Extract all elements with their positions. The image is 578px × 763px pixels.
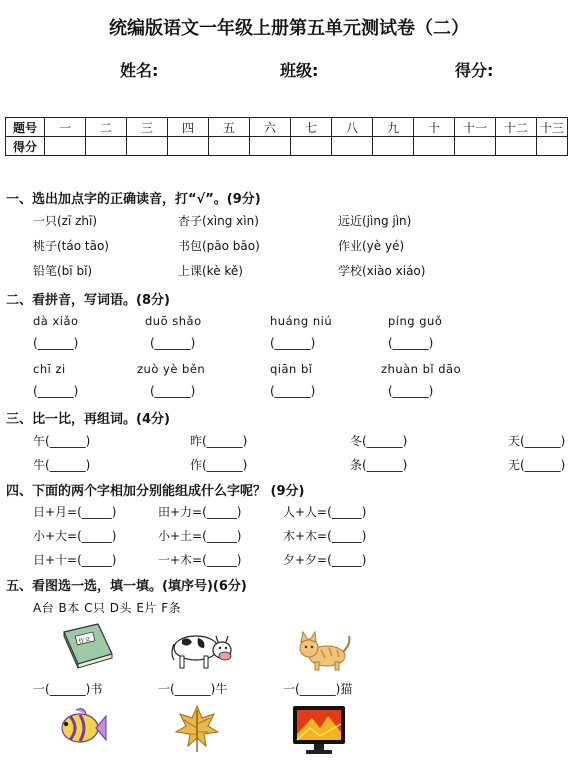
col-header: 十二 <box>496 118 537 137</box>
col-header: 八 <box>332 118 373 137</box>
leaf-icon <box>174 704 220 754</box>
col-header: 四 <box>168 118 209 137</box>
s4-item[interactable]: 夕+夕=(_____) <box>283 553 367 567</box>
answer-blank[interactable]: (______) <box>33 384 79 398</box>
answer-blank[interactable]: (______) <box>270 336 316 350</box>
score-cell[interactable] <box>414 137 455 156</box>
s1-item: 铅笔(bī bǐ) <box>33 264 93 278</box>
pinyin-text: duō shǎo <box>145 314 202 328</box>
s1-item: 一只(zī zhī) <box>33 214 98 228</box>
table-row <box>6 118 568 137</box>
s1-item: 作业(yè yé) <box>338 239 405 253</box>
name-label: 姓名: <box>120 61 159 80</box>
score-cell[interactable] <box>332 137 373 156</box>
score-label: 得分: <box>455 61 494 80</box>
score-cell[interactable] <box>250 137 291 156</box>
s3-item[interactable]: 条(______) <box>350 458 408 472</box>
book-icon <box>58 620 116 670</box>
section-2-heading: 二、看拼音，写词语。(8分) <box>6 293 170 308</box>
pinyin-text: dà xiǎo <box>33 314 79 328</box>
s4-item[interactable]: 木+木=(_____) <box>283 529 367 543</box>
pinyin-text: chī zi <box>33 362 66 376</box>
s4-item[interactable]: 人+人=(_____) <box>283 505 367 519</box>
col-header: 十一 <box>455 118 496 137</box>
s3-item[interactable]: 无(______) <box>508 458 566 472</box>
score-table <box>5 117 568 156</box>
answer-blank[interactable]: (______) <box>270 384 316 398</box>
class-label: 班级: <box>280 61 319 80</box>
s4-item[interactable]: 田+力=(_____) <box>158 505 242 519</box>
col-header: 十三 <box>537 118 568 137</box>
score-cell[interactable] <box>537 137 568 156</box>
col-header: 七 <box>291 118 332 137</box>
answer-blank[interactable]: (______) <box>388 336 434 350</box>
col-header: 一 <box>45 118 86 137</box>
pinyin-text: zhuàn bǐ dāo <box>381 362 462 376</box>
col-header: 十 <box>414 118 455 137</box>
score-cell[interactable] <box>168 137 209 156</box>
row-label-question-number: 题号 <box>6 118 45 137</box>
score-cell[interactable] <box>86 137 127 156</box>
col-header: 二 <box>86 118 127 137</box>
pinyin-text: qiān bǐ <box>270 362 313 376</box>
s3-item[interactable]: 午(______) <box>33 434 91 448</box>
s1-item: 上课(kè kě) <box>178 264 243 278</box>
fish-icon <box>56 706 108 750</box>
score-cell[interactable] <box>496 137 537 156</box>
s3-item[interactable]: 冬(______) <box>350 434 408 448</box>
s4-item[interactable]: 日+十=(_____) <box>33 553 117 567</box>
pinyin-text: huáng niú <box>270 314 333 328</box>
fill-cow[interactable]: 一(______)牛 <box>158 682 228 696</box>
fill-book[interactable]: 一(______)书 <box>33 682 103 696</box>
col-header: 九 <box>373 118 414 137</box>
s3-item[interactable]: 牛(______) <box>33 458 91 472</box>
s1-item: 书包(pāo bāo) <box>178 239 260 253</box>
fill-cat[interactable]: 一(______)猫 <box>283 682 353 696</box>
s4-item[interactable]: 小+土=(_____) <box>158 529 242 543</box>
section-3-heading: 三、比一比，再组词。(4分) <box>6 412 170 427</box>
section-5-heading: 五、看图选一选，填一填。(填序号)(6分) <box>6 579 247 594</box>
s3-item[interactable]: 作(______) <box>190 458 248 472</box>
answer-blank[interactable]: (______) <box>388 384 434 398</box>
book-cover-text: 作文 <box>77 635 92 646</box>
row-label-score: 得分 <box>6 137 45 156</box>
score-cell[interactable] <box>209 137 250 156</box>
pinyin-text: píng guǒ <box>388 314 443 328</box>
options-line: A台 B本 C只 D头 E片 F条 <box>33 601 182 615</box>
cat-icon <box>295 630 353 672</box>
section-1-heading: 一、选出加点字的正确读音，打“√”。(9分) <box>6 192 261 207</box>
score-cell[interactable] <box>455 137 496 156</box>
s4-item[interactable]: 小+大=(_____) <box>33 529 117 543</box>
answer-blank[interactable]: (______) <box>33 336 79 350</box>
tv-icon <box>290 704 348 758</box>
score-cell[interactable] <box>45 137 86 156</box>
answer-blank[interactable]: (______) <box>150 384 196 398</box>
s3-item[interactable]: 昨(______) <box>190 434 248 448</box>
s1-item: 远近(jìng jìn) <box>338 214 412 228</box>
pinyin-text: zuò yè běn <box>137 362 206 376</box>
col-header: 六 <box>250 118 291 137</box>
s4-item[interactable]: 日+月=(_____) <box>33 505 117 519</box>
table-row <box>6 137 568 156</box>
col-header: 五 <box>209 118 250 137</box>
s4-item[interactable]: 一+木=(_____) <box>158 553 242 567</box>
s1-item: 桃子(táo tāo) <box>33 239 109 253</box>
answer-blank[interactable]: (______) <box>150 336 196 350</box>
col-header: 三 <box>127 118 168 137</box>
page-title: 统编版语文一年级上册第五单元测试卷（二） <box>109 18 469 39</box>
s1-item: 学校(xiào xiáo) <box>338 264 426 278</box>
score-cell[interactable] <box>291 137 332 156</box>
s3-item[interactable]: 天(______) <box>508 434 566 448</box>
score-cell[interactable] <box>127 137 168 156</box>
section-4-heading: 四、下面的两个字相加分别能组成什么字呢？ (9分) <box>6 484 305 499</box>
s1-item: 杏子(xìng xìn) <box>178 214 259 228</box>
cow-icon <box>168 626 234 672</box>
score-cell[interactable] <box>373 137 414 156</box>
